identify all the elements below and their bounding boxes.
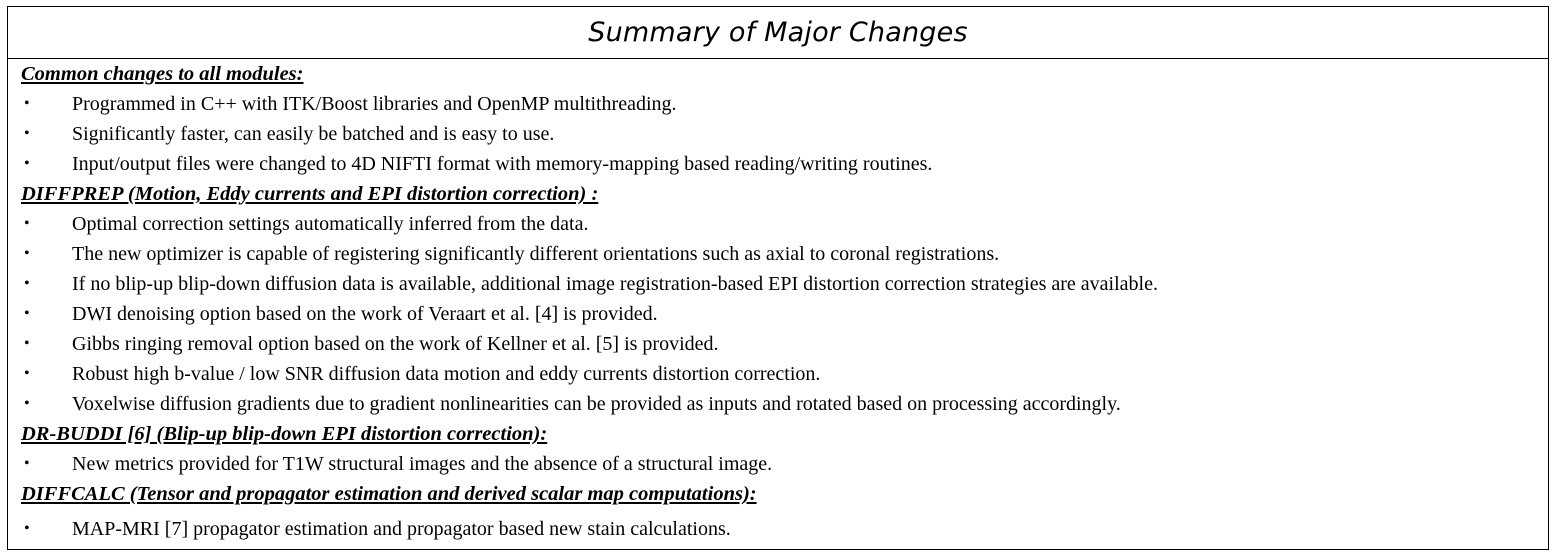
bullet-icon: • bbox=[24, 155, 30, 172]
list-item: • Programmed in C++ with ITK/Boost libraries and OpenMP multithreading. bbox=[8, 89, 1548, 119]
list-item: • MAP-MRI [7] propagator estimation and propagator based new stain calculations. bbox=[8, 509, 1548, 549]
list-item: • Robust high b-value / low SNR diffusion data motion and eddy currents distortion correction. bbox=[8, 359, 1548, 389]
list-item: • Optimal correction settings automatically inferred from the data. bbox=[8, 209, 1548, 239]
bullet-icon: • bbox=[24, 455, 30, 472]
bullet-icon: • bbox=[24, 365, 30, 382]
list-item: • Gibbs ringing removal option based on the work of Kellner et al. [5] is provided. bbox=[8, 329, 1548, 359]
summary-table bbox=[7, 6, 1549, 550]
table-title: Summary of Major Changes bbox=[588, 17, 968, 48]
section-heading-dr-buddi: DR-BUDDI [6] (Blip-up blip-down EPI distortion correction): bbox=[21, 423, 548, 445]
table-body bbox=[8, 59, 1548, 549]
section-heading-diffcalc: DIFFCALC (Tensor and propagator estimation and derived scalar map computations): bbox=[21, 483, 757, 505]
bullet-icon: • bbox=[24, 335, 30, 352]
section-heading-diffprep: DIFFPREP (Motion, Eddy currents and EPI distortion correction) : bbox=[21, 183, 599, 205]
bullet-icon: • bbox=[24, 305, 30, 322]
bullet-icon: • bbox=[24, 125, 30, 142]
bullet-icon: • bbox=[24, 275, 30, 292]
list-item: • If no blip-up blip-down diffusion data is available, additional image registration-based EPI distortion correction strategies are available. bbox=[8, 269, 1548, 299]
list-item: • New metrics provided for T1W structural images and the absence of a structural image. bbox=[8, 449, 1548, 479]
list-item: • The new optimizer is capable of registering significantly different orientations such as axial to coronal registrations. bbox=[8, 239, 1548, 269]
list-item: • DWI denoising option based on the work of Veraart et al. [4] is provided. bbox=[8, 299, 1548, 329]
bullet-icon: • bbox=[24, 395, 30, 412]
bullet-icon: • bbox=[24, 245, 30, 262]
title-row bbox=[8, 7, 1548, 59]
list-item: • Input/output files were changed to 4D NIFTI format with memory-mapping based reading/writing routines. bbox=[8, 149, 1548, 179]
list-item: • Voxelwise diffusion gradients due to gradient nonlinearities can be provided as inputs and rotated based on processing accordingly. bbox=[8, 389, 1548, 419]
bullet-icon: • bbox=[24, 95, 30, 112]
bullet-icon: • bbox=[24, 215, 30, 232]
list-item: • Significantly faster, can easily be batched and is easy to use. bbox=[8, 119, 1548, 149]
section-heading-common: Common changes to all modules: bbox=[21, 63, 304, 85]
bullet-icon: • bbox=[24, 520, 30, 537]
